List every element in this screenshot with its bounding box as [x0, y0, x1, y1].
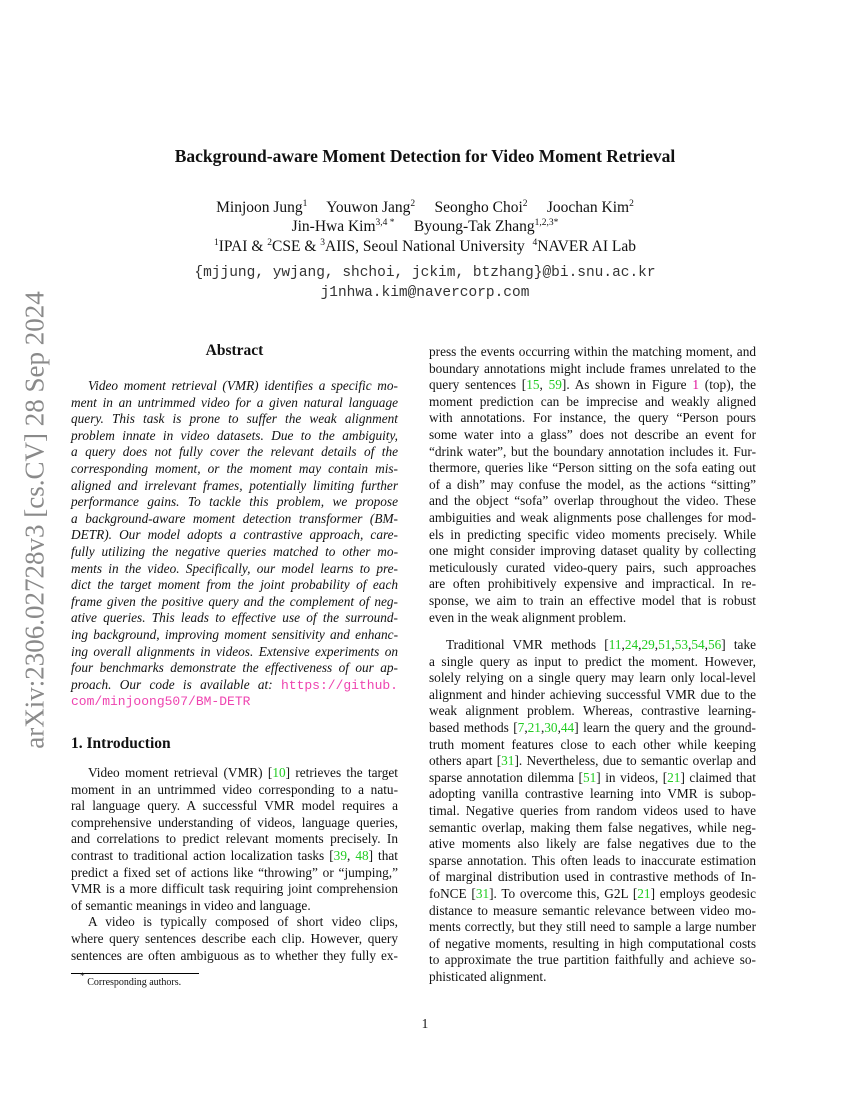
text-span: ing overall alignments in videos. Extensive experiments on — [71, 643, 398, 659]
text-line — [71, 815, 398, 832]
text-line — [429, 969, 756, 986]
citation-link[interactable]: 11 — [608, 637, 622, 653]
text-span: comprehensive understanding of videos, language queries, — [71, 814, 398, 830]
email-line-2: j1nhwa.kim@navercorp.com — [320, 285, 530, 301]
text-line — [429, 753, 756, 770]
text-line — [429, 720, 756, 737]
text-span: of semantic meanings in video and language. — [71, 897, 311, 913]
text-line — [71, 478, 398, 495]
text-line — [429, 786, 756, 803]
text-span: ]. To overcome this, G2L [ — [489, 886, 638, 901]
text-span: even in the weak alignment problem. — [429, 609, 627, 625]
text-line — [429, 510, 756, 527]
text-line — [429, 687, 756, 704]
text-span: are often prohibitively expensive and impractical. In re- — [429, 576, 756, 592]
text-span: A video is typically composed of short video clips, — [88, 914, 398, 930]
text-span: ral language query. A successful VMR model requires a — [71, 798, 398, 814]
citation-link[interactable]: 53 — [674, 637, 688, 653]
text-line — [71, 798, 398, 815]
paragraph — [429, 344, 756, 626]
text-line — [71, 378, 398, 395]
text-span: , — [540, 720, 545, 736]
text-span: and correlations to predict relevant moments precisely. In — [71, 831, 398, 847]
text-span: solely relying on a single query may learn only local-level — [429, 670, 756, 686]
citation-link[interactable]: 7 — [517, 720, 525, 736]
author: Joochan Kim$^2$ — [546, 199, 634, 216]
author: Youwon Jang$^2$ — [326, 199, 416, 216]
text-line — [429, 543, 756, 560]
affiliations: $^1$IPAI & $^2$CSE & $^3$AIIS, Seoul National University $^4$NAVER AI Lab — [213, 238, 637, 255]
text-span: some water into a glass” does not describe an event for — [429, 426, 756, 442]
text-line — [71, 782, 398, 799]
text-span: sparse annotation dilemma [ — [429, 769, 583, 785]
text-line — [429, 952, 756, 969]
text-span: based methods [ — [429, 720, 518, 736]
arxiv-identifier-sidebar: arXiv:2306.02728v3 [cs.CV] 28 Sep 2024 — [19, 291, 50, 749]
text-span: of marginal distribution used in contrastive methods of In- — [429, 869, 756, 885]
text-span: Video moment retrieval (VMR) [ — [88, 765, 273, 780]
citation-link[interactable]: 39 — [333, 847, 347, 863]
text-span: phisticated alignment. — [429, 968, 547, 984]
text-span: to approximate the true partition faithfully and achieve so- — [429, 952, 756, 968]
text-span: ( — [699, 377, 710, 393]
text-span: distance to measure semantic relevance between video mo- — [429, 902, 756, 918]
text-line — [71, 627, 398, 644]
text-span: contrast to traditional action localization tasks [ — [71, 847, 334, 863]
citation-link[interactable]: 21 — [667, 769, 681, 785]
citation-link[interactable]: 29 — [641, 637, 655, 653]
text-line — [71, 511, 398, 528]
text-line — [429, 576, 756, 593]
author: Byoung-Tak Zhang$^{1,2,3*}$ — [413, 218, 559, 235]
text-span: , — [539, 377, 549, 393]
text-line — [71, 494, 398, 511]
text-line — [429, 394, 756, 411]
text-span: ] employs geodesic — [650, 886, 756, 901]
text-line — [71, 931, 398, 948]
citation-link[interactable]: 31 — [475, 886, 490, 901]
text-span: alignment and hinder achieving successful VMR due to the — [429, 686, 756, 702]
text-span: ] that — [368, 847, 398, 863]
text-line — [429, 610, 756, 627]
text-span: ]. Nevertheless, due to semantic overlap and — [514, 753, 756, 769]
figure-reference-link[interactable]: 1 — [692, 377, 700, 393]
text-span: ] learn the query and the ground- — [574, 720, 756, 736]
citation-link[interactable]: 31 — [501, 753, 515, 769]
text-span: meticulously curated video-query pairs, such approaches — [429, 559, 756, 575]
footnote-rule — [71, 973, 199, 974]
text-span: weak alignment problem. Whereas, contrastive learning- — [429, 703, 756, 719]
text-line — [71, 395, 398, 412]
text-span: ] claimed that — [680, 769, 756, 785]
paper-title: Background-aware Moment Detection for Video Moment Retrieval — [174, 146, 676, 166]
citation-link[interactable]: 54 — [691, 637, 705, 653]
text-line — [429, 869, 756, 886]
code-url-link[interactable]: com/minjoong507/BM-DETR — [71, 694, 251, 710]
text-line — [71, 898, 398, 915]
paragraph — [71, 914, 398, 964]
text-line — [429, 460, 756, 477]
text-span: with annotations. For instance, the query “Person pours — [429, 410, 756, 426]
text-line — [429, 670, 756, 687]
page-number: 1 — [421, 1016, 429, 1031]
section-heading-introduction: 1. Introduction — [71, 735, 171, 752]
text-span: one might consider improving dataset quality by collecting — [429, 543, 756, 559]
text-line — [71, 544, 398, 561]
text-line — [429, 560, 756, 577]
text-line — [429, 654, 756, 671]
text-line — [429, 427, 756, 444]
text-line — [71, 765, 398, 782]
text-line — [71, 444, 398, 461]
text-line — [429, 377, 756, 394]
text-line — [429, 527, 756, 544]
text-span: others apart [ — [429, 753, 502, 769]
text-span: , — [346, 847, 356, 863]
email-line-1: {mjjung, ywjang, shchoi, jckim, btzhang}@bi.snu.ac.kr — [194, 265, 656, 281]
text-span: a query does not fully cover the relevant details of the — [71, 444, 398, 460]
text-span: ative queries. This leads to effective use of the surround- — [71, 610, 398, 626]
text-span: ] take — [721, 637, 757, 653]
text-span: ]. As shown in Figure — [561, 377, 693, 393]
citation-link[interactable]: 30 — [544, 720, 558, 736]
text-line — [429, 820, 756, 837]
text-span: of a dish” may confuse the model, as the actions “sitting” — [429, 476, 756, 492]
text-line — [71, 561, 398, 578]
text-line — [71, 660, 398, 677]
text-line — [71, 693, 398, 710]
text-span: DETR). Our model adopts a contrastive approach, care- — [71, 527, 398, 543]
text-span: proach. Our code is available at: — [71, 676, 281, 692]
text-span: , — [524, 720, 528, 736]
code-url-link[interactable]: https://github. — [280, 677, 398, 693]
text-span: semantic overlap, making them false negatives, while neg- — [429, 819, 756, 835]
text-line — [429, 770, 756, 787]
text-line — [429, 936, 756, 953]
introduction-left-column — [71, 765, 398, 964]
text-span: timal. Negative queries from random videos used to have — [429, 803, 756, 819]
text-line — [71, 594, 398, 611]
text-line — [71, 848, 398, 865]
text-span: performance gains. To tackle this problem, we propose — [71, 494, 398, 510]
text-line — [429, 637, 756, 654]
text-line — [429, 803, 756, 820]
author: Seongho Choi$^2$ — [434, 199, 528, 216]
text-span: a single query as input to predict the moment. However, — [429, 653, 756, 669]
text-line — [429, 919, 756, 936]
text-span: truth moment features close to each other while keeping — [429, 736, 756, 752]
text-line — [429, 853, 756, 870]
text-line — [71, 644, 398, 661]
text-line — [429, 410, 756, 427]
text-span: query. This task is prone to suffer the weak alignment — [71, 411, 398, 427]
text-span: , — [557, 720, 561, 736]
text-span: , — [688, 637, 692, 653]
text-line — [429, 593, 756, 610]
paragraph — [71, 378, 398, 710]
text-line — [71, 831, 398, 848]
text-span: ] in videos, [ — [596, 769, 668, 785]
text-span: predict a fixed set of actions like “throwing” or “jumping,” — [71, 864, 398, 880]
text-span: boundary annotations might include frames unrelated to the — [429, 360, 756, 376]
citation-link[interactable]: 10 — [272, 765, 286, 780]
text-span: VMR is a more difficult task requiring joint comprehension — [71, 881, 398, 897]
text-line — [429, 477, 756, 494]
text-line — [71, 948, 398, 965]
text-span: , — [621, 637, 625, 653]
text-span: ambiguities and weak alignments pose challenges for mod- — [429, 509, 756, 525]
text-span: Traditional VMR methods [ — [446, 637, 609, 653]
text-line — [71, 577, 398, 594]
text-span: query sentences [ — [429, 377, 527, 393]
text-span: ments in the video. Specifically, our model learns to pre- — [71, 560, 398, 576]
text-span: , — [638, 637, 642, 653]
text-span: sparse annotation. This often leads to inaccurate estimation — [429, 852, 756, 868]
text-span: where query sentences describe each clip. However, query — [71, 930, 398, 946]
citation-link[interactable]: 48 — [355, 847, 369, 863]
text-line — [71, 881, 398, 898]
citation-link[interactable]: 24 — [624, 637, 639, 653]
citation-link[interactable]: 51 — [658, 637, 672, 653]
text-span: aligned and irrelevant frames, potentially limiting further — [71, 477, 398, 493]
text-span: sponse, we aim to train an effective model that is robust — [429, 592, 756, 608]
text-span: dict the target moment from the joint probability of each — [71, 577, 398, 593]
text-span: els in predicting specific video moments precisely. While — [429, 526, 756, 542]
text-span: fully utilizing the negative queries matched to other mo- — [71, 543, 398, 559]
citation-link[interactable]: 56 — [707, 637, 722, 653]
author: Minjoon Jung$^1$ — [216, 199, 308, 216]
text-line — [429, 886, 756, 903]
text-line — [71, 461, 398, 478]
text-span: ), the — [726, 377, 756, 393]
text-line — [429, 344, 756, 361]
text-line — [71, 527, 398, 544]
citation-link[interactable]: 21 — [637, 886, 651, 901]
citation-link[interactable]: 59 — [548, 377, 562, 393]
text-span: press the events occurring within the matching moment, and — [429, 344, 756, 359]
author-line-2 — [0, 218, 850, 236]
text-line — [71, 610, 398, 627]
text-span: sentences are often ambiguous as to whether they fully ex- — [71, 947, 398, 963]
text-span: thermore, queries like “Person sitting on the sofa eating out — [429, 460, 756, 476]
text-span: , — [704, 637, 708, 653]
text-span: moment in an untrimmed video corresponding to a natu- — [71, 781, 398, 797]
text-line — [71, 428, 398, 445]
citation-link[interactable]: 21 — [527, 720, 541, 736]
text-span: Video moment retrieval (VMR) identifies a specific mo- — [88, 378, 398, 393]
text-span: ing background, improving moment sensitivity and enhanc- — [71, 626, 398, 642]
text-span: foNCE [ — [429, 886, 476, 901]
text-span: ] retrieves the target — [285, 765, 398, 780]
text-span: “drink water”, but the boundary annotation includes it. Fur- — [429, 443, 756, 459]
text-line — [429, 444, 756, 461]
text-line — [429, 836, 756, 853]
text-line — [429, 903, 756, 920]
text-line — [71, 677, 398, 694]
paragraph — [429, 637, 756, 985]
text-span: a background-aware moment detection transformer (BM- — [71, 510, 398, 526]
footnote: * Corresponding authors. — [80, 972, 182, 988]
text-span: ments correctly, but they still need to sample a large number — [429, 919, 756, 935]
text-span: corresponding moment, or the moment may contain mis- — [71, 460, 398, 476]
citation-link[interactable]: 15 — [526, 377, 540, 393]
text-span: ative moments also likely are false negatives due to the — [429, 836, 756, 852]
italic-text: top — [709, 377, 727, 393]
text-span: , — [671, 637, 675, 653]
text-span: four benchmarks demonstrate the effectiveness of our ap- — [71, 660, 398, 676]
text-line — [71, 411, 398, 428]
text-line — [429, 703, 756, 720]
author: Jin-Hwa Kim$^{3,4 *}$ — [291, 218, 395, 235]
text-line — [429, 737, 756, 754]
text-span: , — [654, 637, 659, 653]
text-span: and the object “sofa” overlap throughout the video. These — [429, 493, 756, 509]
abstract-body — [71, 378, 398, 710]
text-line — [429, 361, 756, 378]
text-span: moment prediction can be imprecise and weakly aligned — [429, 393, 756, 409]
paragraph — [71, 765, 398, 914]
text-line — [429, 493, 756, 510]
author-line-1 — [0, 199, 850, 217]
text-span: problem innate in video datasets. Due to the ambiguity, — [71, 427, 398, 443]
citation-link[interactable]: 44 — [560, 720, 575, 736]
text-line — [71, 865, 398, 882]
introduction-right-column — [429, 344, 756, 986]
text-span: frame given the positive query and the complement of neg- — [71, 593, 398, 609]
citation-link[interactable]: 51 — [582, 769, 597, 785]
text-line — [71, 914, 398, 931]
text-span: adopting vanilla contrastive learning into VMR is subop- — [429, 786, 756, 802]
text-span: ment in an untrimmed video for a given natural language — [71, 394, 398, 410]
text-span: of negative moments, resulting in high computational costs — [429, 935, 756, 951]
abstract-heading: Abstract — [205, 342, 264, 359]
